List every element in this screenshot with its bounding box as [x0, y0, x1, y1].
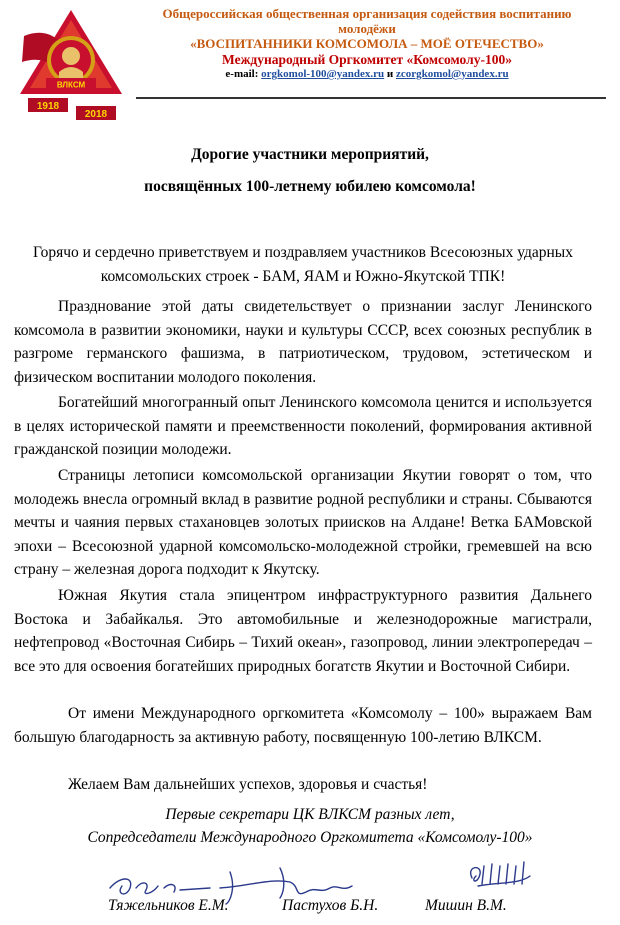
org-line-3: «ВОСПИТАННИКИ КОМСОМОЛА – МОЁ ОТЕЧЕСТВО» [190, 36, 544, 51]
paragraph-2-text: Празднование этой даты свидетельствует о признании заслуг Ленинского комсомола в развитии экономики, науки и культуры СССР, всех союзных республик в разгроме германского фашизма, в патриотическом, трудовом, эстетическом и физическом воспитании молодого поколения. [14, 298, 592, 386]
logo-text: ВЛКСМ [56, 80, 86, 90]
paragraph-7 [14, 773, 592, 797]
komsomol-emblem-logo [14, 6, 128, 126]
email-line [132, 67, 602, 82]
letter-title-line-1: Дорогие участники мероприятий, [191, 146, 429, 163]
paragraph-greeting: Горячо и сердечно приветствуем и поздравляем участников Всесоюзных ударных комсомольских строек - БАМ, ЯАМ и Южно-Якутской ТПК! [33, 244, 573, 285]
logo-year-start: 1918 [36, 101, 60, 112]
signatories-title-line-1: Первые секретари ЦК ВЛКСМ разных лет, [165, 806, 455, 823]
paragraph-3 [14, 391, 592, 462]
email-separator: и [386, 68, 394, 80]
signer-2: Пастухов Б.Н. [282, 897, 379, 914]
committee-name: Международный Оргкомитет «Комсомолу-100» [222, 52, 512, 67]
paragraph-2 [14, 295, 592, 389]
email-link-2[interactable]: zcorgkomol@yandex.ru [395, 68, 509, 80]
signer-3: Мишин В.М. [425, 897, 507, 914]
email-label: e-mail: [225, 68, 259, 80]
org-line-1: Общероссийская общественная организация содействия воспитанию [162, 6, 572, 21]
header-divider [136, 97, 606, 99]
paragraph-4 [14, 464, 592, 582]
email-link-1[interactable]: orgkomol-100@yandex.ru [261, 68, 385, 80]
paragraph-4-text: Страницы летописи комсомольской организации Якутии говорят о том, что молодежь внесла огромный вклад в развитие родной республики и страны. Сбываются мечты и чаяния первых стахановцев золотых приисков на Алдане! Ветка БАМовской эпохи – Всесоюзной ударной комсомольско-молодежной стройки, гремевшей на всю страну – железная дорога подходит к Якутску. [14, 467, 592, 578]
signer-1: Тяжельников Е.М. [108, 897, 229, 914]
signatories-title-line-2: Сопредседатели Международного Оргкомитета «Комсомолу-100» [87, 829, 533, 846]
paragraph-6 [14, 702, 592, 749]
org-line-2: молодёжи [338, 21, 396, 36]
paragraph-7-text: Желаем Вам дальнейших успехов, здоровья и счастья! [68, 776, 428, 793]
paragraph-5 [14, 584, 592, 678]
letter-title-line-2: посвящённых 100-летнему юбилею комсомола! [144, 178, 476, 195]
paragraph-5-text: Южная Якутия стала эпицентром инфраструктурного развития Дальнего Востока и Забайкалья. Это автомобильные и железнодорожные магистрали, нефтепровод «Восточная Сибирь – Тихий океан», газопровод, линии электропередач – все это для освоения богатейших природных богатств Якутии и Восточной Сибири. [14, 587, 592, 675]
logo-year-end: 2018 [84, 109, 108, 120]
paragraph-6-text: От имени Международного оргкомитета «Комсомолу – 100» выражаем Вам большую благодарность за активную работу, посвященную 100-летию ВЛКСМ. [14, 705, 592, 746]
paragraph-3-text: Богатейший многогранный опыт Ленинского комсомола ценится и используется в целях исторической памяти и преемственности поколений, формирования активной гражданской позиции молодежи. [14, 394, 592, 458]
organization-name [132, 6, 602, 51]
